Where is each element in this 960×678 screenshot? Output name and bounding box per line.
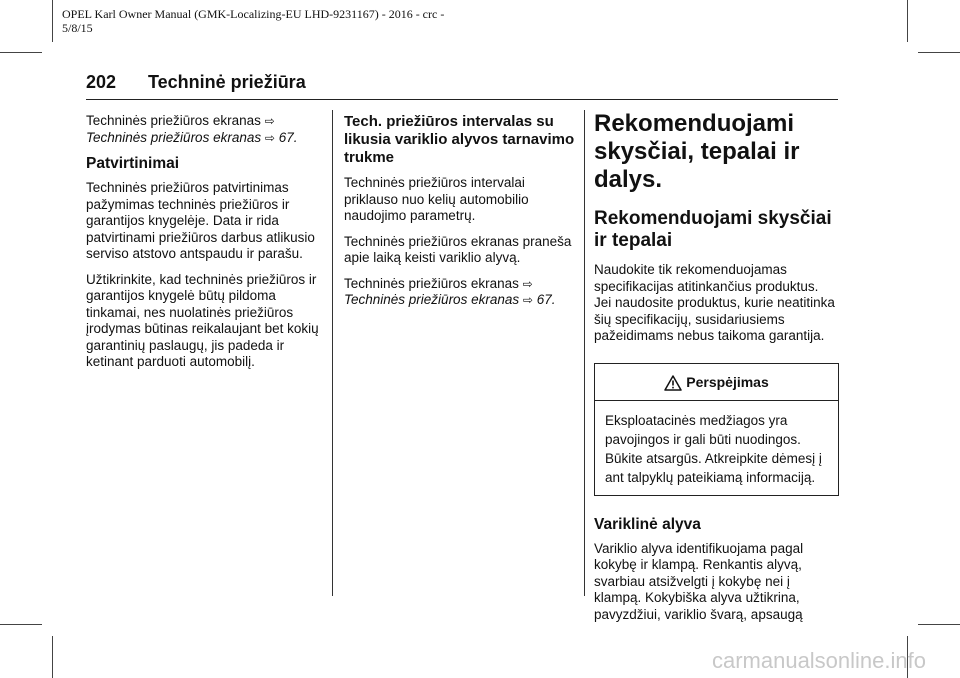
paragraph: Naudokite tik rekomenduojamas specifikacijas atitinkančius produktus. Jei naudosite produktus, kurie neatitinka šių specifikacijų, susidariusiems pažeidimams nebus taikoma garantija.: [594, 262, 835, 343]
section-heading: Patvirtinimai: [86, 155, 180, 172]
page-title: Techninė priežiūra: [148, 72, 306, 92]
column-divider: [584, 110, 585, 596]
column-divider: [332, 110, 333, 596]
crop-mark: [0, 624, 42, 625]
reference-link[interactable]: Techninės priežiūros ekranas ⇨ 67.: [344, 292, 556, 307]
paragraph: Techninės priežiūros patvirtinimas pažymimas techninės priežiūros ir garantijos knygelėje. Data ir rida patvirtinami priežiūros darbus atlikusio serviso atstovo antspaudu ir parašu.: [86, 180, 315, 261]
warning-header: [595, 364, 838, 401]
header-rule: [86, 99, 838, 100]
warning-title: Perspėjimas: [686, 373, 769, 390]
watermark: carmanualsonline.info: [711, 648, 926, 673]
warning-box: [594, 363, 839, 496]
column-2: [344, 113, 576, 318]
reference-link[interactable]: Techninės priežiūros ekranas ⇨ 67.: [86, 129, 298, 145]
reference-arrow-icon: ⇨: [264, 114, 275, 128]
cross-reference: Techninės priežiūros ekranas ⇨ Techninės priežiūros ekranas ⇨ 67.: [344, 275, 556, 307]
crop-mark: [52, 0, 53, 42]
print-header: [62, 7, 444, 35]
paragraph: Variklio alyva identifikuojama pagal kokybę ir klampą. Renkantis alyvą, svarbiau atsižvelgti į kokybę nei į klampą. Kokybiška alyva užtikrina, pavyzdžiui, variklio švarą, apsaugą: [594, 540, 804, 622]
reference-arrow-icon: ⇨: [522, 293, 533, 307]
print-header-line1: OPEL Karl Owner Manual (GMK-Localizing-EU LHD-9231167) - 2016 - crc -: [62, 7, 445, 21]
column-3: [594, 110, 839, 632]
crop-mark: [918, 624, 960, 625]
paragraph: Užtikrinkite, kad techninės priežiūros ir garantijos knygelė būtų pildoma tinkamai, nes nuolatinės priežiūros įrodymas būtinas reikalaujant bet kokių garantinių paslaugų, jis padeda ir ketinant parduoti automobilį.: [86, 271, 319, 369]
page-number: 202: [86, 72, 117, 92]
cross-reference: Techninės priežiūros ekranas ⇨ Techninės priežiūros ekranas ⇨ 67.: [86, 113, 298, 145]
column-1: [86, 113, 322, 380]
paragraph: Techninės priežiūros ekranas praneša apie laiką keisti variklio alyvą.: [344, 233, 572, 265]
print-header-line2: 5/8/15: [62, 21, 93, 35]
crop-mark: [907, 0, 908, 42]
crop-mark: [918, 52, 960, 53]
reference-arrow-icon: ⇨: [522, 276, 533, 291]
warning-triangle-icon: [664, 375, 682, 391]
chapter-heading: Rekomenduojami skysčiai, tepalai ir dalys.: [594, 110, 800, 193]
section-heading: Rekomenduojami skysčiai ir tepalai: [594, 208, 832, 251]
reference-arrow-icon: ⇨: [264, 130, 275, 145]
crop-mark: [0, 52, 42, 53]
section-heading: Variklinė alyva: [594, 515, 701, 533]
paragraph: Techninės priežiūros intervalai priklauso nuo kelių automobilio naudojimo parametrų.: [344, 175, 529, 223]
warning-text: Eksploatacinės medžiagos yra pavojingos ir gali būti nuodingos. Būkite atsargūs. Atkreipkite dėmesį į ant talpyklų pateikiamą informaciją.: [605, 412, 822, 485]
section-heading: Tech. priežiūros intervalas su likusia variklio alyvos tarnavimo trukme: [344, 113, 575, 166]
